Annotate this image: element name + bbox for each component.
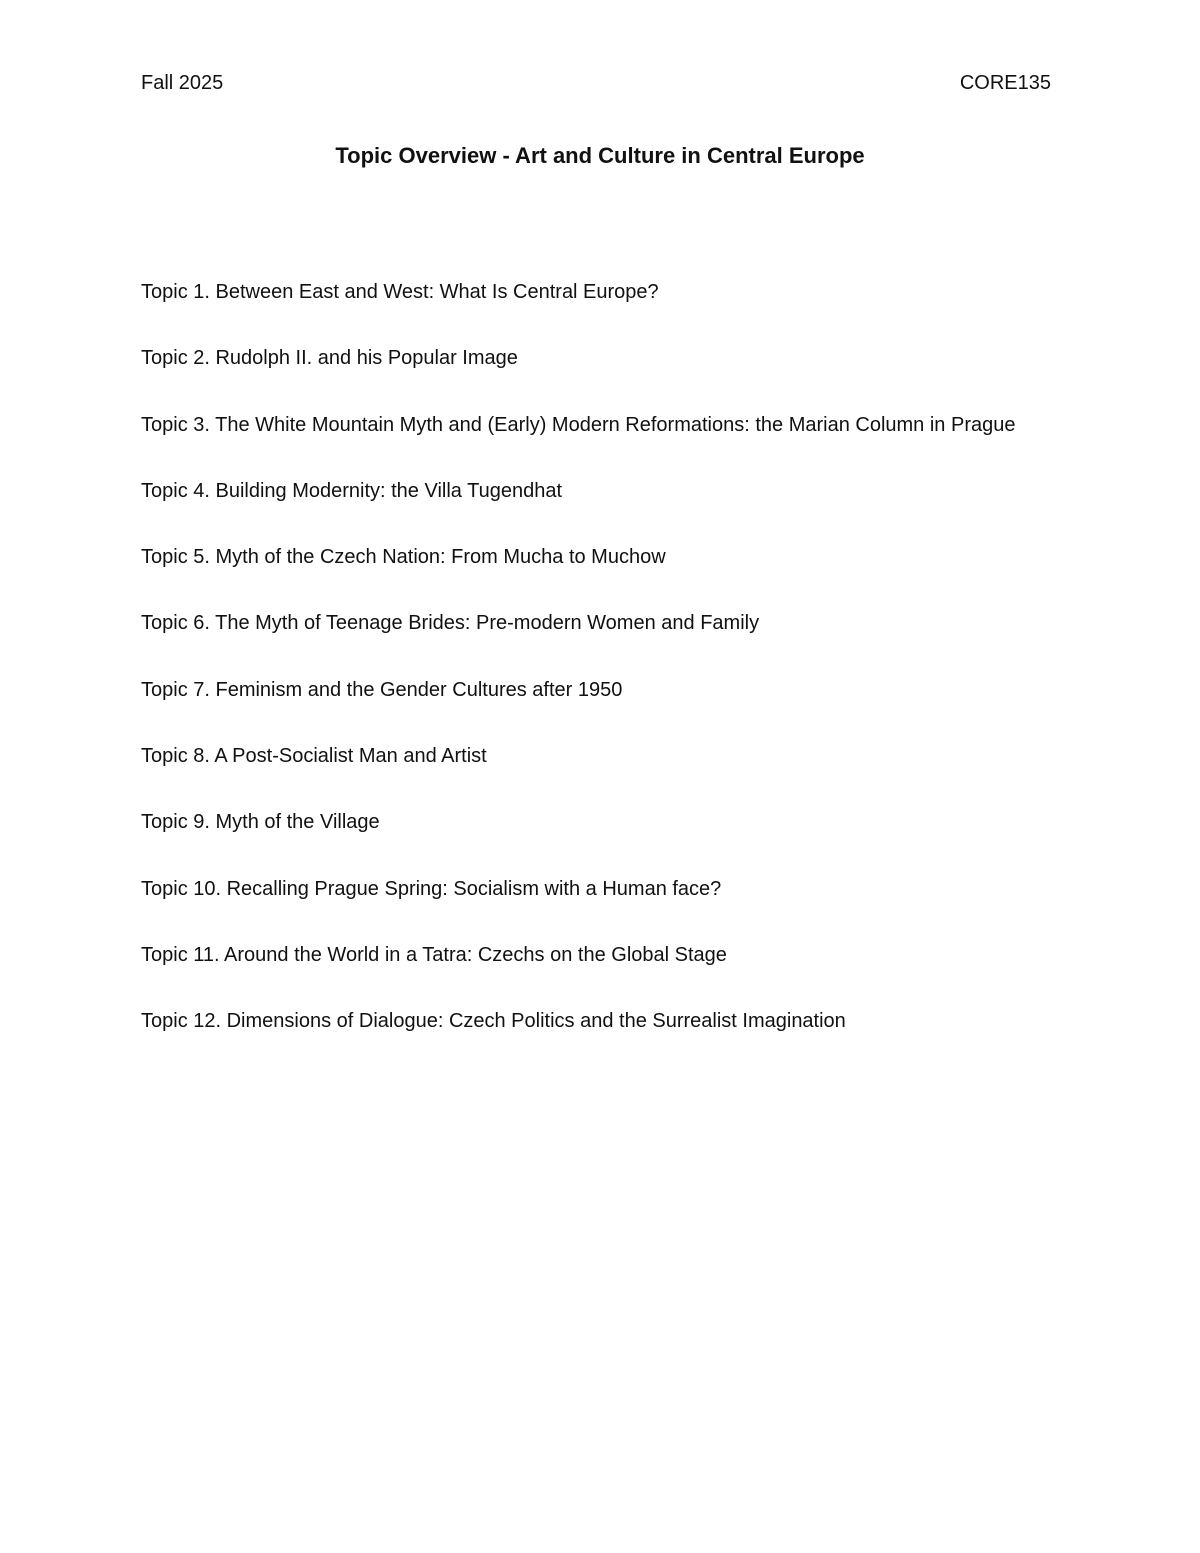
topic-list — [141, 280, 1015, 1076]
topic-item-8: Topic 8. A Post-Socialist Man and Artist — [141, 745, 487, 768]
topic-item-7: Topic 7. Feminism and the Gender Cultures after 1950 — [141, 678, 623, 701]
topic-item-3: Topic 3. The White Mountain Myth and (Early) Modern Reformations: the Marian Column in Prague — [141, 413, 1016, 436]
topic-item-4: Topic 4. Building Modernity: the Villa Tugendhat — [141, 479, 563, 502]
page-title: Topic Overview - Art and Culture in Central Europe — [335, 143, 865, 168]
course-code: CORE135 — [959, 72, 1051, 94]
topic-item-2: Topic 2. Rudolph II. and his Popular Image — [141, 347, 518, 370]
topic-item-11: Topic 11. Around the World in a Tatra: Czechs on the Global Stage — [141, 943, 727, 966]
semester-label: Fall 2025 — [141, 72, 224, 94]
topic-item-9: Topic 9. Myth of the Village — [141, 811, 380, 834]
topic-item-1: Topic 1. Between East and West: What Is Central Europe? — [141, 281, 659, 303]
topic-item-10: Topic 10. Recalling Prague Spring: Socialism with a Human face? — [141, 877, 722, 900]
topic-item-12: Topic 12. Dimensions of Dialogue: Czech Politics and the Surrealist Imagination — [141, 1010, 846, 1033]
topic-item-5: Topic 5. Myth of the Czech Nation: From Mucha to Muchow — [141, 546, 666, 569]
topic-item-6: Topic 6. The Myth of Teenage Brides: Pre-modern Women and Family — [141, 612, 760, 635]
